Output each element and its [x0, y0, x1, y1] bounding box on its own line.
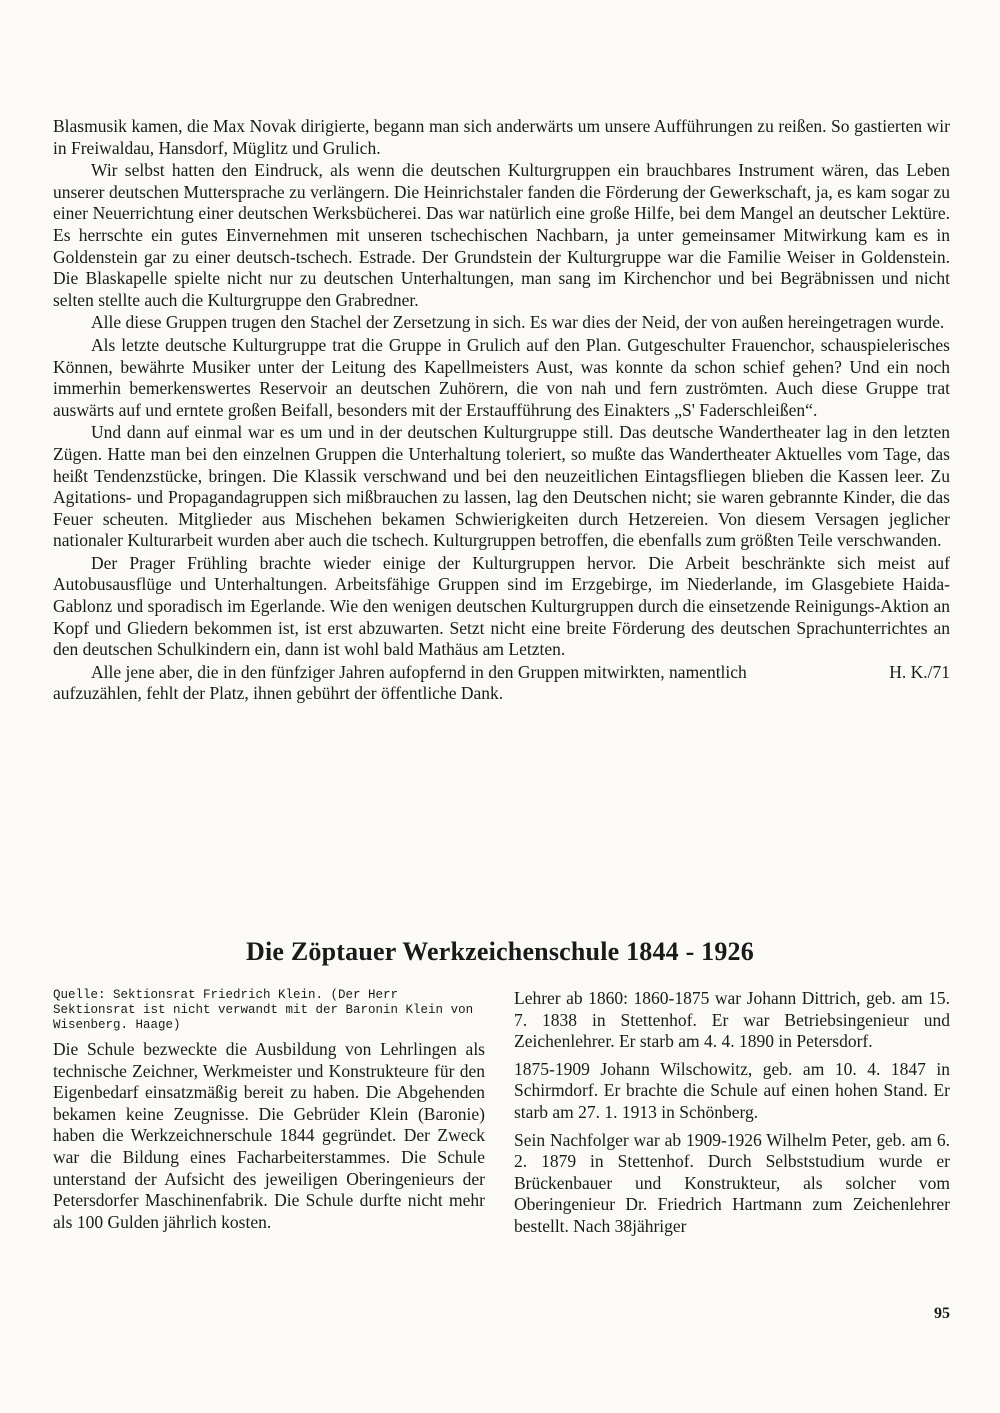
- paragraph: 1875-1909 Johann Wilschowitz, geb. am 10. 4. 1847 in Schirmdorf. Er brachte die Schule auf einen hohen Stand. Er starb am 27. 1. 1913 in Schönberg.: [514, 1058, 950, 1122]
- paragraph: Als letzte deutsche Kulturgruppe trat die Gruppe in Grulich auf den Plan. Gutgeschulter Frauenchor, schauspielerisches Können, bewährte Musiker unter der Leitung des Kapellmeisters Aust, was konnte da schon schief gehen? Und ein noch immerhin bemerkenswertes Reservoir an deutschen Zuhörern, die von nah und fern zuströmten. Auch diese Gruppe trat auswärts auf und erntete großen Beifall, besonders mit der Erstaufführung des Einakters „S' Faderschleißen“.: [53, 334, 950, 420]
- paragraph: Wir selbst hatten den Eindruck, als wenn die deutschen Kulturgruppen ein brauchbares Instrument wären, das Leben unserer deutschen Muttersprache zu verlängern. Die Heinrichstaler fanden die Förderung der Gewerkschaft, ja, es kam sogar zu einer Neuerrichtung einer deutschen Werksbücherei. Das war natürlich eine große Hilfe, bei dem Mangel an deutscher Lektüre. Es herrschte ein gutes Einvernehmen mit unseren tschechischen Nachbarn, ja unter gemeinsamer Mitwirkung kam es in Goldenstein gar zu einer deutsch-tschech. Estrade. Der Grundstein der Kulturgruppe war die Familie Weiser in Goldenstein. Die Blaskapelle spielte nicht nur zu deutschen Unterhaltungen, man sang im Kirchenchor und bei Begräbnissen und nicht selten stellte auch die Kulturgruppe den Grabredner.: [53, 160, 950, 310]
- source-note: Quelle: Sektionsrat Friedrich Klein. (Der Herr Sektionsrat ist nicht verwandt mit der Baronin Klein von Wisenberg. Haage): [53, 988, 474, 1032]
- author-signature: H. K./71: [889, 661, 950, 682]
- page-number: 95: [934, 1305, 950, 1322]
- article-right-column: [514, 988, 950, 1244]
- paragraph: Sein Nachfolger war ab 1909-1926 Wilhelm Peter, geb. am 6. 2. 1879 in Stettenhof. Durch Selbststudium wurde er Brückenbauer und Konstrukteur, als solcher vom Oberingenieur Dr. Friedrich Hartmann zum Zeichenlehrer bestellt. Nach 38jähriger: [514, 1129, 950, 1236]
- paragraph: Der Prager Frühling brachte wieder einige der Kulturgruppen hervor. Die Arbeit beschränkte sich meist auf Autobusausflüge und Unterhaltungen. Arbeitsfähige Gruppen sind im Erzgebirge, im Niederlande, im Glasgebiete Haida-Gablonz und sporadisch im Egerlande. Wie den wenigen deutschen Kulturgruppen durch die einsetzende Reinigungs-Aktion an Kopf und Gliedern bekommen ist, ist erst abzuwarten. Setzt nicht eine breite Förderung des deutschen Sprachunterrichtes an den deutschen Schulkindern ein, dann ist wohl bald Mathäus am Letzten.: [53, 552, 950, 660]
- paragraph: Und dann auf einmal war es um und in der deutschen Kulturgruppe still. Das deutsche Wandertheater lag in den letzten Zügen. Hatte man bei den einzelnen Gruppen die Unterhaltung toleriert, so mußte das Wandertheater Aktuelles vom Tage, das heißt Tendenzstücke, bringen. Die Klassik verschwand und bei den neuzeitlichen Eintagsfliegen blieben die Kassen leer. Zu Agitations- und Propagandagruppen sich mißbrauchen zu lassen, lag den Deutschen nicht; sie waren gebrannte Kinder, die das Feuer scheuten. Mitglieder aus Mischehen bekamen Schwierigkeiten durch Hetzereien. Von diesem Versagen jeglicher nationaler Kulturarbeit wurden aber auch die tschech. Kulturgruppen betroffen, die ebenfalls zum größten Teile verschwanden.: [53, 422, 950, 551]
- closing-paragraph: [53, 662, 950, 705]
- paragraph: Blasmusik kamen, die Max Novak dirigierte, begann man sich anderwärts um unsere Aufführungen zu reißen. So gastierten wir in Freiwaldau, Hansdorf, Müglitz und Grulich.: [53, 116, 950, 158]
- article-left-column: [53, 988, 485, 1239]
- paragraph: Alle diese Gruppen trugen den Stachel der Zersetzung in sich. Es war dies der Neid, der von außen hereingetragen wurde.: [91, 312, 945, 333]
- paragraph: Lehrer ab 1860: 1860-1875 war Johann Dittrich, geb. am 15. 7. 1838 in Stettenhof. Er war Betriebsingenieur und Zeichenlehrer. Er starb am 4. 4. 1890 in Petersdorf.: [514, 988, 950, 1052]
- upper-article-text: [53, 116, 950, 706]
- paragraph: Die Schule bezweckte die Ausbildung von Lehrlingen als technische Zeichner, Werkmeister und Konstrukteure für den Eigenbedarf einsatzmäßig bereit zu haben. Die Abgehenden bekamen keine Zeugnisse. Die Gebrüder Klein (Baronie) haben die Werkzeichnerschule 1844 gegründet. Der Zweck war die Bildung eines Facharbeiterstammes. Die Schule unterstand der Aufsicht des jeweiligen Oberingenieurs der Petersdorfer Maschinenfabrik. Die Schule durfte nicht mehr als 100 Gulden jährlich kosten.: [53, 1039, 485, 1232]
- closing-text: Alle jene aber, die in den fünfziger Jahren aufopfernd in den Gruppen mitwirkten, namentlich aufzuzählen, fehlt der Platz, ihnen gebührt der öffentliche Dank.: [53, 661, 747, 704]
- article-title: Die Zöptauer Werkzeichenschule 1844 - 1926: [246, 937, 754, 966]
